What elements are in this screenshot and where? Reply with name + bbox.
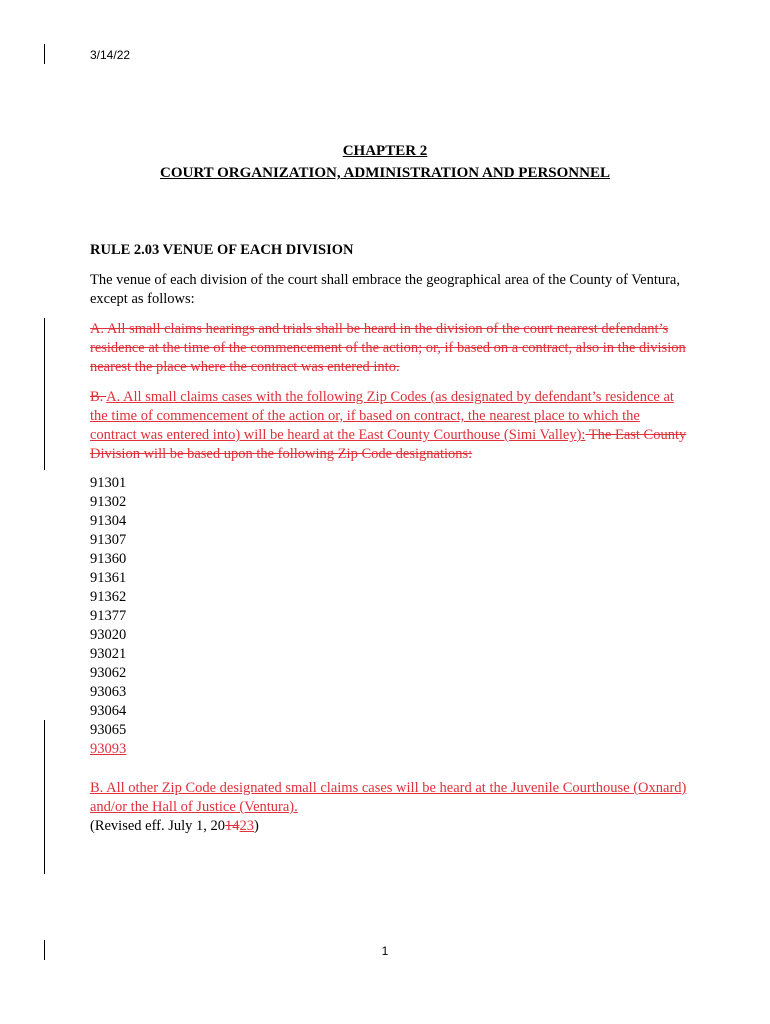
change-bar <box>44 44 45 64</box>
inserted-paragraph-b: B. All other Zip Code designated small claims cases will be heard at the Juvenile Courthouse (Oxnard) and/or the Hall of Justice (Ventura). <box>90 780 687 815</box>
zip-code: 91362 <box>90 589 127 605</box>
zip-code-inserted: 93093 <box>90 741 127 757</box>
deleted-b-rest: The East County Division will be based upon the following Zip Code designations: <box>90 427 687 462</box>
revision-note <box>90 817 690 836</box>
header-date: 3/14/22 <box>90 48 131 62</box>
intro-paragraph: The venue of each division of the court shall embrace the geographical area of the County of Ventura, except as follows: <box>90 272 680 307</box>
zip-code: 93065 <box>90 722 127 738</box>
change-bar <box>44 318 45 470</box>
zip-code-list <box>90 474 126 759</box>
revision-prefix: (Revised eff. July 1, 20 <box>90 818 226 834</box>
paragraph-b <box>90 388 690 464</box>
zip-code: 91301 <box>90 475 127 491</box>
revision-inserted-year: 23 <box>239 818 255 834</box>
zip-code: 91302 <box>90 494 127 510</box>
zip-code: 93063 <box>90 684 127 700</box>
change-bar <box>44 720 45 874</box>
paragraph-c <box>90 779 690 836</box>
zip-code: 91361 <box>90 570 127 586</box>
chapter-subtitle: COURT ORGANIZATION, ADMINISTRATION AND PERSONNEL <box>160 165 610 181</box>
revision-deleted-year: 14 <box>225 818 240 834</box>
rule-heading: RULE 2.03 VENUE OF EACH DIVISION <box>90 242 354 258</box>
page-number: 1 <box>381 944 389 958</box>
zip-code: 91307 <box>90 532 127 548</box>
inserted-paragraph-a: A. All small claims cases with the following Zip Codes (as designated by defendant’s residence at the time of commencement of the action or, if based on contract, the nearest place to which the contract was entered into) will be heard at the East County Courthouse (Simi Valley): <box>90 389 674 443</box>
deleted-b-prefix: B. <box>90 389 107 405</box>
revision-suffix: ) <box>254 818 259 834</box>
zip-code: 91360 <box>90 551 127 567</box>
zip-code: 91377 <box>90 608 127 624</box>
zip-code: 93064 <box>90 703 127 719</box>
zip-code: 93021 <box>90 646 127 662</box>
deleted-paragraph-a: A. All small claims hearings and trials shall be heard in the division of the court nearest defendant’s residence at the time of the commencement of the action; or, if based on a contract, also in the division nearest the place where the contract was entered into. <box>90 321 686 375</box>
zip-code: 93062 <box>90 665 127 681</box>
chapter-title: CHAPTER 2 <box>342 143 428 159</box>
zip-code: 91304 <box>90 513 127 529</box>
zip-code: 93020 <box>90 627 127 643</box>
